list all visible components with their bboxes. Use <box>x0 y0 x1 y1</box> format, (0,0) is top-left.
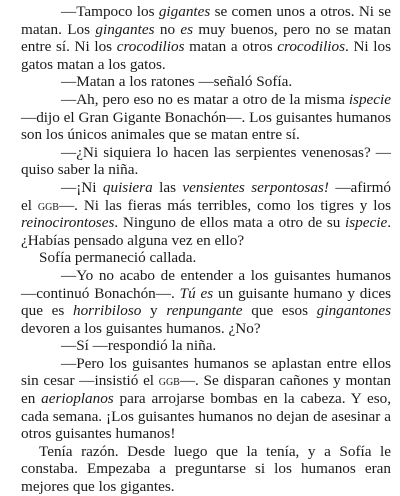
italic-text: crocodilios <box>116 38 185 56</box>
text-run: —dijo el Gran Gigante Bonachón—. Los guisantes humanos son los únicos animales que se matan entre sí. <box>21 108 391 144</box>
paragraph <box>21 355 391 443</box>
text-run: —Tampoco los <box>61 3 159 20</box>
italic-text: vensientes serpontosas! <box>182 178 329 196</box>
paragraph <box>21 249 391 267</box>
text-run: muy buenos, pero no se matan entre sí. Ni los <box>21 20 392 56</box>
paragraph <box>21 443 391 496</box>
text-run: Tenía razón. Desde luego que la tenía, y a Sofía le constaba. Empezaba a preguntarse si los humanos eran mejores que los gigantes. <box>21 442 391 496</box>
text-run: . Ni los gatos matan a los gatos. <box>21 38 391 73</box>
italic-text: crocodilios <box>277 38 346 56</box>
italic-text: renpungante <box>166 302 243 320</box>
paragraph <box>21 179 391 249</box>
italic-text: Tú <box>179 284 196 302</box>
paragraph <box>21 3 391 73</box>
text-run: se comen unos a otros. Ni se matan. Los <box>21 3 391 38</box>
italic-text: es <box>180 20 194 38</box>
text-run: un guisante humano y dices que es <box>21 284 392 320</box>
text-run: matan a otros <box>184 38 278 56</box>
paragraph <box>21 267 391 337</box>
text-run: —. Se disparan cañones y montan en <box>21 372 392 408</box>
paragraph <box>21 144 391 179</box>
small-caps-text: ggb <box>158 373 180 389</box>
text-run: —Yo no acabo de entender a los guisantes humanos —continuó Bonachón—. <box>21 266 391 302</box>
italic-text: es <box>200 284 214 302</box>
italic-text: horribiloso <box>72 302 142 320</box>
text-run: para arrojarse bombas en la cabeza. Y eso, cada semana. ¡Los guisantes humanos no dejan de asesinar a otros guisantes humanos! <box>21 390 391 443</box>
text-run: . Ninguno de ellos mata a otro de su <box>114 214 346 232</box>
italic-text: quisiera <box>102 178 153 196</box>
italic-text: gingantes <box>95 20 155 38</box>
text-run: —¡Ni <box>61 178 103 196</box>
italic-text: aerioplanos <box>41 390 114 408</box>
italic-text: gingantones <box>316 302 391 320</box>
italic-text: reinocirontoses <box>21 214 115 232</box>
text-run: —Pero los guisantes humanos se aplastan entre ellos sin cesar —insistió el <box>21 354 391 390</box>
text-run: y <box>141 302 167 320</box>
text-run: las <box>152 178 183 196</box>
italic-text: ispecie <box>348 90 391 108</box>
text-run: que esos <box>242 302 317 320</box>
text-run: no <box>154 20 181 38</box>
text-run: —. Ni las fieras más terribles, como los tigres y los <box>58 196 391 214</box>
italic-text: ispecie <box>345 214 388 232</box>
paragraph <box>21 73 391 91</box>
paragraph <box>21 91 391 144</box>
text-run: —Matan a los ratones —señaló Sofía. <box>61 73 293 91</box>
text-run: —Ah, pero eso no es matar a otro de la misma <box>61 90 349 108</box>
text-run: —¿Ni siquiera lo hacen las serpientes venenosas? —quiso saber la niña. <box>21 143 391 179</box>
text-run: Sofía permaneció callada. <box>39 249 197 267</box>
small-caps-text: ggb <box>37 197 59 213</box>
text-run: . ¿Habías pensado alguna vez en ello? <box>21 214 391 249</box>
italic-text: gigantes <box>158 3 211 20</box>
paragraph <box>21 337 391 355</box>
text-run: —Sí —respondió la niña. <box>61 337 217 355</box>
text-run: devoren a los guisantes humanos. ¿No? <box>21 319 261 337</box>
text-run: —afirmó el <box>21 178 392 214</box>
